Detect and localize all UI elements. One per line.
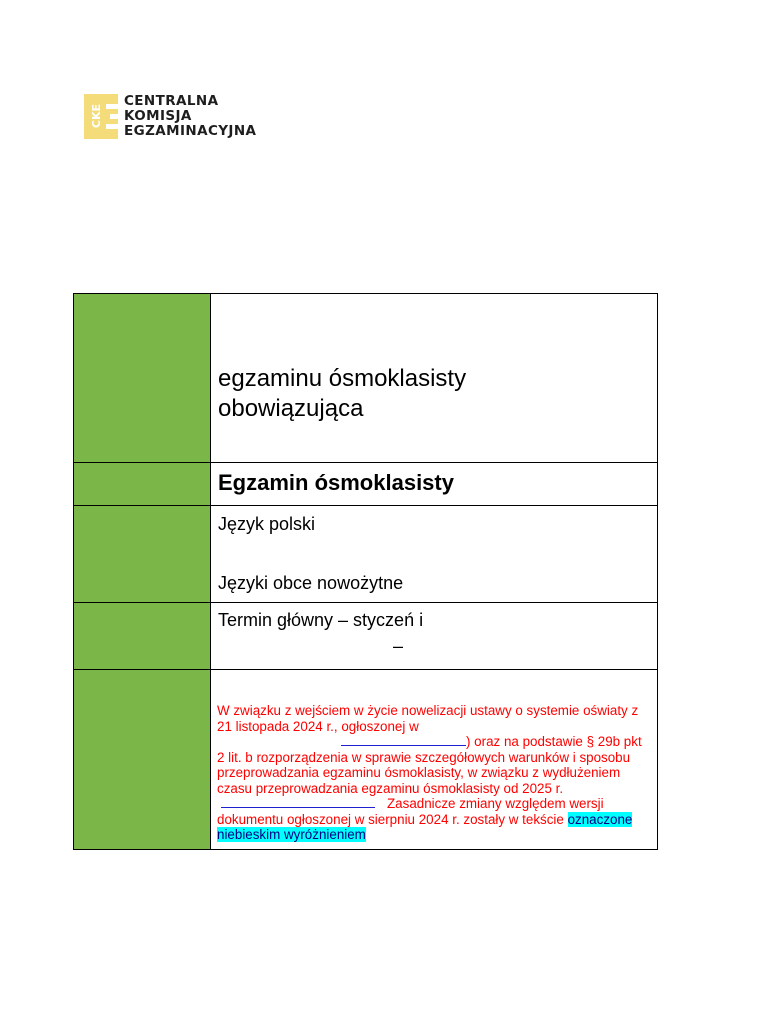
amendment-note [211,670,657,843]
term-info [211,603,657,657]
green-cell [74,463,211,506]
title-row [74,294,658,463]
document-info-table [73,293,658,850]
link-placeholder-2[interactable] [221,797,375,808]
term-line: Termin główny – styczeń i [218,610,424,630]
green-cell [74,603,211,670]
link-placeholder-1[interactable] [341,735,466,746]
subjects-cell [211,506,658,603]
note-text-2: ) oraz na podstawie § 29b pkt 2 lit. b rozporządzenia w sprawie szczegółowych warunków i sposobu przeprowadzania egzaminu ósmoklasisty, w związku z wydłużeniem czasu przeprowadzania egzaminu ósmoklasisty od 2025 r. [217,734,642,796]
term-cell [211,603,658,670]
term-dash: – [393,636,404,656]
svg-text:CKE: CKE [90,103,103,129]
note-row [74,670,658,850]
title-line-2: obowiązująca [218,395,364,422]
subjects-row [74,506,658,603]
green-cell [74,670,211,850]
subject-polish: Język polski [218,514,316,534]
note-text-1: W związku z wejściem w życie nowelizacji ustawy o systemie oświaty z 21 listopada 2024 r., ogłoszonej w [217,703,639,734]
logo-line-2: KOMISJA [124,108,192,124]
subject-foreign-languages: Języki obce nowożytne [218,573,404,593]
cke-logo [84,94,256,139]
subjects-list [211,506,657,594]
title-cell [211,294,658,463]
logo-line-1: CENTRALNA [124,93,219,109]
cke-logo-text [124,94,256,139]
term-row [74,603,658,670]
highlighted-text: oznaczone niebieskim wyróżnieniem [217,811,633,842]
green-cell [74,506,211,603]
note-cell [211,670,658,850]
document-title [211,294,657,424]
cke-logo-mark [84,94,118,139]
exam-row [74,463,658,506]
logo-line-3: EGZAMINACYJNA [124,123,257,139]
green-cell [74,294,211,463]
title-line-1: egzaminu ósmoklasisty [218,365,467,392]
exam-name: Egzamin ósmoklasisty [218,470,454,495]
exam-cell [211,463,658,506]
cke-mark-icon [84,94,118,139]
note-text-3: Zasadnicze zmiany względem wersji dokumentu ogłoszonej w sierpniu 2024 r. zostały w tekście [217,796,604,827]
